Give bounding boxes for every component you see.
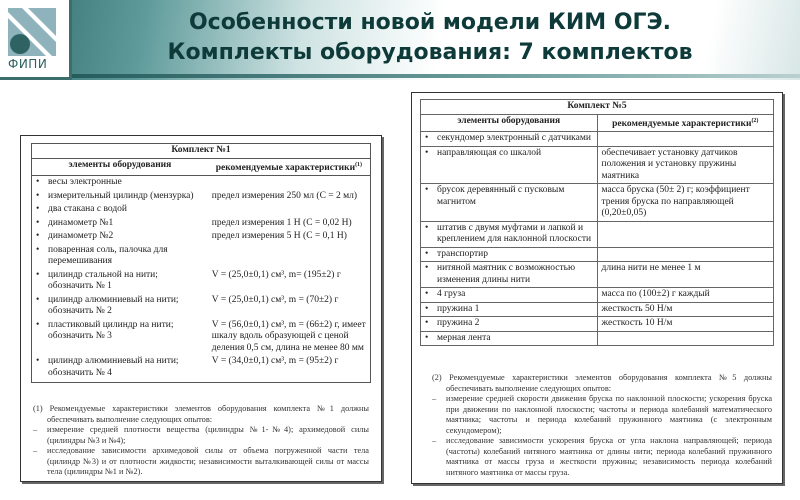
item-name: штатив с двумя муфтами и лапкой и креплением для наклонной плоскости — [437, 222, 592, 245]
item-spec: жесткость 10 Н/м — [597, 317, 774, 332]
bullet-icon: • — [425, 147, 429, 158]
item-name: мерная лента — [437, 332, 491, 343]
bullet-icon: • — [36, 244, 40, 255]
item-name: цилиндр стальной на нити; обозначить № 1 — [48, 269, 158, 292]
footnote-item: исследование зависимости архимедовой силы от объема погруженной части тела (цилиндр №3) и от плотности жидкости; независимости выталкивающей силы от массы тела (цилиндры №1 и №2). — [47, 446, 369, 476]
table-row — [421, 221, 774, 247]
item-spec: жесткость 50 Н/м — [597, 302, 774, 317]
table-row — [32, 319, 371, 356]
table-row — [421, 262, 774, 288]
bullet-icon: • — [425, 185, 429, 196]
fipi-logo — [0, 0, 72, 80]
item-spec: V = (56,0±0,1) см³, m = (66±2) г, имеет шкалу вдоль образующей с ценой деления 0,5 см, длина не менее 80 мм — [211, 319, 366, 353]
item-name: пластиковый цилиндр на нити; обозначить № 3 — [48, 319, 174, 342]
kit-5-footnote — [432, 373, 772, 478]
table-row — [32, 230, 371, 244]
title-line-1: Особенности новой модели КИМ ОГЭ. — [188, 10, 672, 35]
table-row — [32, 176, 371, 190]
table-row — [32, 190, 371, 204]
dash-icon: – — [432, 394, 437, 403]
item-name: динамометр №2 — [48, 231, 114, 242]
footnote-ref: (1) — [355, 161, 363, 168]
page-title — [110, 8, 750, 68]
item-name: поваренная соль, палочка для перемешивания — [48, 244, 168, 267]
table-row — [421, 288, 774, 303]
table-row — [421, 317, 774, 332]
item-spec: предел измерения 5 Н (C = 0,1 Н) — [211, 231, 347, 242]
table-row — [32, 244, 371, 269]
item-spec — [208, 203, 371, 217]
bullet-icon: • — [36, 269, 40, 280]
bullet-icon: • — [36, 231, 40, 242]
footnote-ref: (2) — [751, 117, 759, 124]
item-spec — [597, 247, 774, 262]
dash-icon: – — [33, 446, 38, 455]
item-spec — [597, 331, 774, 346]
dash-icon: – — [33, 425, 38, 434]
item-name: пружина 2 — [437, 318, 480, 329]
kit-1-panel — [20, 135, 382, 482]
item-spec — [208, 244, 371, 269]
item-name: брусок деревянный с пусковым магнитом — [437, 185, 565, 207]
item-name: два стакана с водой — [48, 204, 128, 215]
item-name: цилиндр алюминиевый на нити; обозначить № 2 — [48, 294, 179, 317]
item-name: весы электронные — [48, 177, 122, 188]
item-spec: длина нити не менее 1 м — [597, 262, 774, 288]
table-row — [421, 302, 774, 317]
table-row — [32, 269, 371, 294]
kit-1-table-wrap — [31, 143, 371, 383]
kit-5-table-wrap — [420, 99, 774, 346]
item-name: нитяной маятник с возможностью изменения длины нити — [437, 263, 576, 285]
table-row — [421, 184, 774, 222]
table-row — [32, 355, 371, 383]
item-spec: предел измерения 1 Н (C = 0,02 Н) — [211, 217, 352, 228]
bullet-icon: • — [425, 318, 429, 329]
item-spec: масса по (100±2) г каждый — [597, 288, 774, 303]
bullet-icon: • — [36, 217, 40, 228]
item-name: измерительный цилиндр (мензурка) — [48, 190, 194, 201]
bullet-icon: • — [425, 332, 429, 343]
table-row — [32, 294, 371, 319]
item-name: пружина 1 — [437, 303, 480, 314]
kit-5-col-items: элементы оборудования — [421, 114, 598, 132]
bullet-icon: • — [425, 248, 429, 259]
table-row — [421, 146, 774, 184]
item-name: цилиндр алюминиевый на нити; обозначить № 4 — [48, 356, 179, 378]
bullet-icon: • — [425, 133, 429, 144]
bullet-icon: • — [36, 294, 40, 305]
item-name: динамометр №1 — [48, 217, 114, 228]
footnote-item: измерение средней скорости движения бруска по наклонной плоскости; ускорения бруска при движении по наклонной плоскости; частоты и периода колебаний математического маятника; частоты и периода колебаний пружинного маятника (с электронным секундомером); — [446, 394, 772, 435]
item-name: секундомер электронный с датчиками — [437, 133, 591, 144]
kit-1-col-specs — [208, 158, 371, 176]
item-spec — [597, 132, 774, 147]
item-name: 4 груза — [437, 289, 466, 300]
bullet-icon: • — [425, 289, 429, 300]
bullet-icon: • — [36, 204, 40, 215]
item-spec — [597, 221, 774, 247]
bullet-icon: • — [425, 263, 429, 274]
footnote-head: (2) Рекомендуемые характеристики элементов оборудования комплекта №5 должны обеспечивать выполнение следующих опытов: — [432, 373, 772, 393]
bullet-icon: • — [36, 177, 40, 188]
col-label: рекомендуемые характеристики — [215, 162, 356, 173]
item-spec: предел измерения 250 мл (C = 2 мл) — [211, 190, 358, 201]
kit-5-col-specs — [597, 114, 774, 132]
kit-5-table — [420, 99, 774, 346]
bullet-icon: • — [36, 190, 40, 201]
kit-1-footnote — [33, 404, 369, 478]
item-spec: V = (25,0±0,1) см³, m= (195±2) г — [211, 269, 341, 280]
fipi-logo-icon — [8, 8, 56, 56]
kit-5-title: Комплект №5 — [421, 100, 774, 115]
kit-1-title: Комплект №1 — [32, 144, 371, 159]
item-spec: обеспечивает установку датчиков положения и установку пружины маятника — [597, 146, 774, 184]
item-spec — [208, 176, 371, 190]
kit-1-col-items: элементы оборудования — [32, 158, 208, 176]
item-spec: V = (25,0±0,1) см³, m = (70±2) г — [211, 294, 339, 305]
table-row — [421, 132, 774, 147]
footnote-item: исследование зависимости ускорения бруска от угла наклона направляющей; периода (частоты) колебаний нитяного маятника от длины нити; периода колебаний пружинного маятника от массы груза и жесткости пружины; независимость периода колебаний нитяного маятника от массы груза. — [446, 436, 772, 477]
title-line-2: Комплекты оборудования: 7 комплектов — [167, 40, 693, 65]
table-row — [421, 331, 774, 346]
item-spec: V = (34,0±0,1) см³, m = (95±2) г — [211, 356, 339, 367]
logo-text: ФИПИ — [8, 57, 48, 71]
table-row — [32, 217, 371, 231]
dash-icon: – — [432, 436, 437, 445]
bullet-icon: • — [425, 222, 429, 233]
bullet-icon: • — [425, 303, 429, 314]
kit-1-table — [31, 143, 371, 383]
item-spec: масса бруска (50± 2) г; коэффициент трения бруска по направляющей (0,20±0,05) — [597, 184, 774, 222]
table-row — [32, 203, 371, 217]
kit-5-panel — [411, 92, 783, 484]
header-divider — [70, 74, 800, 78]
bullet-icon: • — [36, 356, 40, 367]
item-name: направляющая со шкалой — [437, 147, 542, 158]
table-row — [421, 247, 774, 262]
item-name: транспортир — [437, 248, 488, 259]
footnote-head: (1) Рекомендуемые характеристики элементов оборудования комплекта №1 должны обеспечивать выполнение следующих опытов: — [33, 404, 369, 424]
footnote-item: измерение средней плотности вещества (цилиндры №1-№4); архимедовой силы (цилиндры №3 и №4); — [47, 425, 369, 445]
col-label: рекомендуемые характеристики — [612, 118, 752, 129]
bullet-icon: • — [36, 319, 40, 330]
